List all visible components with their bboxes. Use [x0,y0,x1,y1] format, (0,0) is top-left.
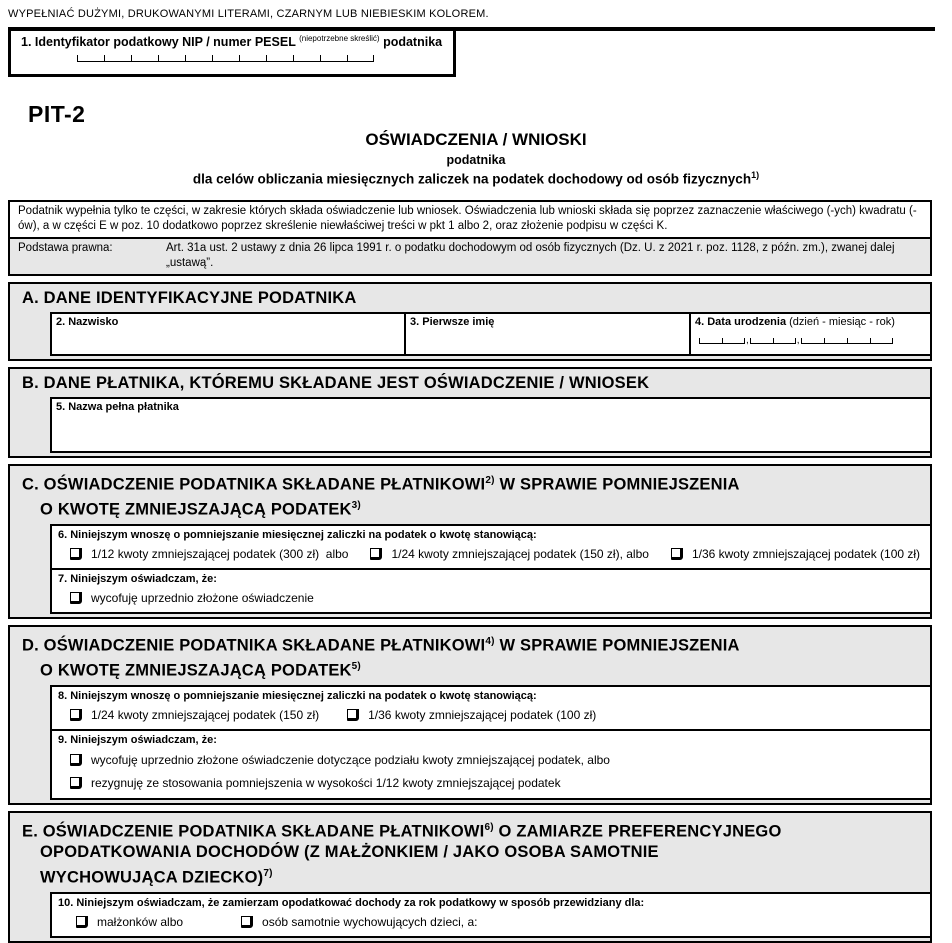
option-8-2-label: 1/36 kwoty zmniejszającej podatek (100 zł) [368,707,597,722]
section-e-title-line2: OPODATKOWANIA DOCHODÓW (Z MAŁŻONKIEM / JAKO OSOBA SAMOTNIE [40,843,659,862]
section-c-title [10,466,930,524]
field-3-label: 3. Pierwsze imię [410,315,495,328]
section-e-title-line1: E. OŚWIADCZENIE PODATNIKA SKŁADANE PŁATNIKOWI [22,822,485,841]
option-9-1-label: wycofuję uprzednio złożone oświadczenie dotyczące podziału kwoty zmniejszającej podatek, albo [91,752,610,767]
section-e [8,811,932,943]
digit-cell [239,55,266,62]
instructions-box [8,200,932,276]
option-10-1-label: małżonków albo [97,914,184,929]
section-a-title: A. DANE IDENTYFIKACYJNE PODATNIKA [22,288,357,307]
field-5-nazwa-platnika[interactable] [50,397,930,453]
field-2-label: 2. Nazwisko [56,315,119,328]
digit-cell [212,55,239,62]
date-year-cells [801,338,893,344]
footnote-1-marker: 1) [751,170,760,181]
date-month-cells [750,338,796,344]
checkbox-8-2[interactable] [347,709,359,721]
form-subtitle-2-text: dla celów obliczania miesięcznych zaliczek na podatek dochodowy od osób fizycznych [192,171,752,187]
row-9-label: 9. Niniejszym oświadczam, że: [58,733,217,746]
nip-pesel-input[interactable] [77,55,374,62]
row-7 [50,568,930,614]
legal-basis-text: Art. 31a ust. 2 ustawy z dnia 26 lipca 1991 r. o podatku dochodowym od osób fizycznych (Dz. U. z 2021 r. poz. 1128, z późn. zm.), zwanej dalej „ustawą”. [166,241,895,269]
date-separator: , [746,334,749,346]
option-6-3 [671,547,920,561]
section-d [8,625,932,805]
section-d-title-line1b: W SPRAWIE POMNIEJSZENIA [494,636,740,655]
checkbox-6-1[interactable] [70,548,82,560]
row-7-options [52,585,930,612]
digit-cell [158,55,185,62]
form-title: OŚWIADCZENIA / WNIOSKI [365,130,587,150]
row-8-options [52,702,930,729]
legal-basis-row [10,237,930,274]
digit-cell [293,55,320,62]
footnote-6-marker: 6) [484,821,494,833]
option-9-1 [70,753,930,767]
row-9 [50,729,930,800]
instructions-text: Podatnik wypełnia tylko te części, w zakresie których składa oświadczenie lub wniosek. Oświadczenia lub wnioski składa się poprzez zaznaczenie właściwego (-ych) kwadratu (-ów), a w części E w poz. 10 dodatkowo poprzez skreślenie niewłaściwej treści w pkt 1 albo 2, oraz złożenie podpisu w części K. [18,204,917,232]
field-4-hint: (dzień - miesiąc - rok) [786,315,895,328]
section-d-title-line2: O KWOTĘ ZMNIEJSZAJĄCĄ PODATEK [40,661,352,680]
digit-cell [320,55,347,62]
date-day-cells [699,338,745,344]
option-10-2 [241,915,477,929]
checkbox-9-2[interactable] [70,777,82,789]
section-d-title-line1: D. OŚWIADCZENIE PODATNIKA SKŁADANE PŁATNIKOWI [22,636,486,655]
legal-basis-label: Podstawa prawna: [18,241,113,254]
field-1-label [21,34,445,49]
field-1-label-main: 1. Identyfikator podatkowy NIP / numer PESEL [21,35,296,50]
form-subtitle-1: podatnika [446,153,506,168]
section-c-title-line2: O KWOTĘ ZMNIEJSZAJĄCĄ PODATEK [40,500,352,519]
footnote-4-marker: 4) [485,635,495,647]
footnote-5-marker: 5) [351,661,361,673]
option-6-1 [70,547,348,561]
checkbox-7-1[interactable] [70,592,82,604]
checkbox-10-2[interactable] [241,916,253,928]
row-6-label: 6. Niniejszym wnoszę o pomniejszanie miesięcznej zaliczki na podatek o kwotę stanowiącą: [58,528,537,541]
checkbox-9-1[interactable] [70,754,82,766]
row-8 [50,685,930,731]
row-7-label: 7. Niniejszym oświadczam, że: [58,572,217,585]
row-10-options [52,909,930,936]
fill-instruction-note: WYPEŁNIAĆ DUŻYMI, DRUKOWANYMI LITERAMI, CZARNYM LUB NIEBIESKIM KOLOREM. [8,8,489,20]
section-d-title [10,627,930,685]
field-1-nip-pesel-box [8,31,456,77]
field-4-label [695,316,926,328]
section-e-title-line1b: O ZAMIARZE PREFERENCYJNEGO [493,822,782,841]
option-6-2 [370,547,648,561]
option-9-2-label: rezygnuję ze stosowania pomniejszenia w wysokości 1/12 kwoty zmniejszającej podatek [91,775,561,790]
option-8-1-label: 1/24 kwoty zmniejszającej podatek (150 zł) [91,707,320,722]
section-a [8,282,932,361]
checkbox-8-1[interactable] [70,709,82,721]
footnote-7-marker: 7) [263,868,273,880]
form-code: PIT-2 [28,101,86,128]
option-10-2-label: osób samotnie wychowujących dzieci, a: [262,914,478,929]
section-b-title: B. DANE PŁATNIKA, KTÓREMU SKŁADANE JEST OŚWIADCZENIE / WNIOSEK [22,373,650,392]
section-c-title-line1: C. OŚWIADCZENIE PODATNIKA SKŁADANE PŁATNIKOWI [22,475,486,494]
form-subtitle-2 [0,170,952,187]
footnote-2-marker: 2) [485,474,495,486]
field-4-data-urodzenia[interactable] [691,314,930,354]
row-8-label: 8. Niniejszym wnoszę o pomniejszanie miesięcznej zaliczki na podatek o kwotę stanowiącą: [58,689,537,702]
section-e-title-line3: WYCHOWUJĄCA DZIECKO) [40,868,264,887]
field-2-nazwisko[interactable] [52,314,406,354]
section-e-title [10,813,930,892]
option-7-1 [70,591,314,605]
field-3-pierwsze-imie[interactable] [406,314,691,354]
pit2-form-page [0,8,952,929]
option-9-2 [70,776,930,790]
row-9-options [52,746,930,798]
digit-cell [131,55,158,62]
option-8-2 [347,708,596,722]
field-1-label-sup: (niepotrzebne skreślić) [299,34,380,43]
option-8-1 [70,708,319,722]
row-6 [50,524,930,570]
date-input[interactable] [699,334,926,346]
option-7-1-label: wycofuję uprzednio złożone oświadczenie [91,590,314,605]
digit-cell [77,55,104,62]
footnote-3-marker: 3) [351,500,361,512]
section-c-title-line1b: W SPRAWIE POMNIEJSZENIA [494,475,740,494]
row-10 [50,892,930,938]
option-6-1-label: 1/12 kwoty zmniejszającej podatek (300 zł) albo [91,546,349,561]
option-10-1 [76,915,183,929]
field-5-label: 5. Nazwa pełna płatnika [56,400,179,413]
date-separator: , [796,334,800,346]
checkbox-10-1[interactable] [76,916,88,928]
checkbox-6-2[interactable] [370,548,382,560]
section-a-fields-row [50,312,930,356]
row-6-options [52,541,930,568]
digit-cell [185,55,212,62]
option-6-2-label: 1/24 kwoty zmniejszającej podatek (150 zł), albo [391,546,649,561]
option-6-3-label: 1/36 kwoty zmniejszającej podatek (100 zł) [691,546,921,561]
row-10-label: 10. Niniejszym oświadczam, że zamierzam opodatkować dochody za rok podatkowy w sposób przewidziany dla: [58,896,645,909]
digit-cell [104,55,131,62]
section-b [8,367,932,458]
section-c [8,464,932,619]
field-1-label-suffix: podatnika [383,35,443,50]
digit-cell [266,55,293,62]
digit-cell [347,55,374,62]
checkbox-6-3[interactable] [671,548,683,560]
field-4-label-bold: 4. Data urodzenia [695,315,787,328]
